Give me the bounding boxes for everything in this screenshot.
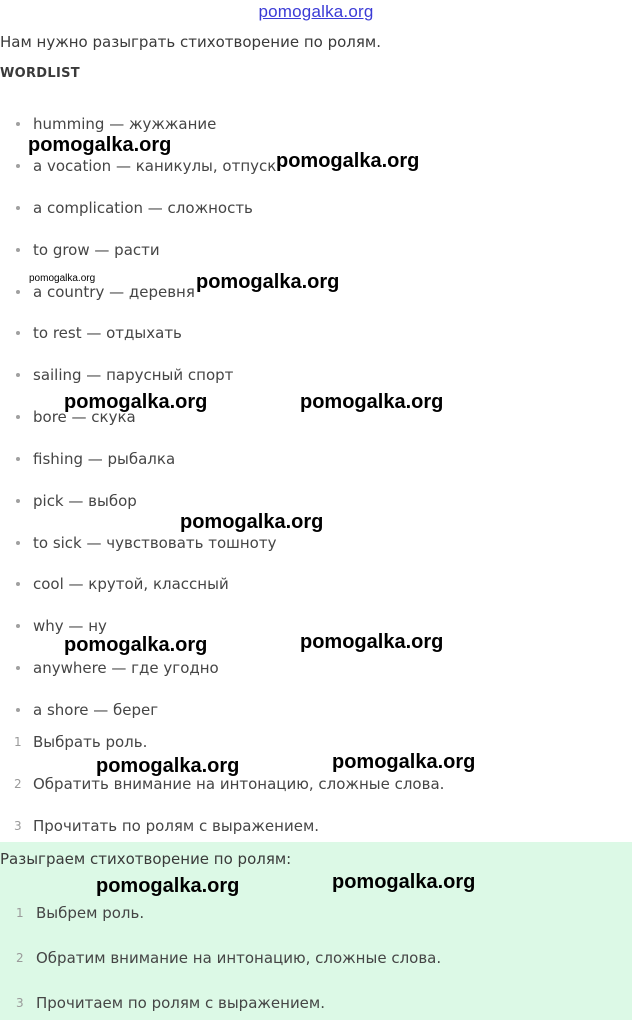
step-text: Прочитать по ролям с выражением.	[33, 817, 320, 835]
step-number: 1	[16, 906, 24, 920]
word-entry: anywhere — где угодно	[33, 659, 219, 677]
bullet-icon	[16, 290, 20, 294]
step-text: Прочитаем по ролям с выражением.	[36, 994, 325, 1012]
word-entry: bore — скука	[33, 408, 136, 426]
answer-box	[0, 842, 632, 1020]
bullet-icon	[16, 666, 20, 670]
bullet-icon	[16, 708, 20, 712]
step-number: 3	[14, 819, 22, 833]
watermark: pomogalka.org	[300, 631, 444, 653]
bullet-icon	[16, 582, 20, 586]
word-entry: to grow — расти	[33, 241, 160, 259]
watermark: pomogalka.org	[276, 150, 420, 172]
bullet-icon	[16, 122, 20, 126]
step-text: Обратим внимание на интонацию, сложные слова.	[36, 949, 442, 967]
step-text: Выбрать роль.	[33, 733, 148, 751]
word-entry: to rest — отдыхать	[33, 324, 182, 342]
watermark: pomogalka.org	[96, 875, 240, 897]
wordlist-heading: WORDLIST	[0, 66, 80, 81]
word-entry: a vocation — каникулы, отпуск	[33, 157, 277, 175]
step-number: 2	[16, 951, 24, 965]
watermark: pomogalka.org	[332, 751, 476, 773]
bullet-icon	[16, 248, 20, 252]
word-entry: humming — жужжание	[33, 115, 217, 133]
bullet-icon	[16, 499, 20, 503]
watermark: pomogalka.org	[29, 273, 96, 284]
word-entry: a complication — сложность	[33, 199, 253, 217]
bullet-icon	[16, 331, 20, 335]
word-entry: to sick — чувствовать тошноту	[33, 534, 277, 552]
bullet-icon	[16, 164, 20, 168]
word-entry: pick — выбор	[33, 492, 137, 510]
site-link[interactable]: pomogalka.org	[258, 2, 374, 21]
bullet-icon	[16, 541, 20, 545]
word-entry: a shore — берег	[33, 701, 159, 719]
answer-title: Разыграем стихотворение по ролям:	[0, 850, 292, 868]
bullet-icon	[16, 457, 20, 461]
watermark: pomogalka.org	[300, 391, 444, 413]
step-text: Выбрем роль.	[36, 904, 145, 922]
word-entry: cool — крутой, классный	[33, 575, 229, 593]
watermark: pomogalka.org	[196, 271, 340, 293]
word-entry: why — ну	[33, 617, 107, 635]
bullet-icon	[16, 373, 20, 377]
bullet-icon	[16, 624, 20, 628]
step-number: 1	[14, 735, 22, 749]
bullet-icon	[16, 206, 20, 210]
step-text: Обратить внимание на интонацию, сложные слова.	[33, 775, 445, 793]
word-entry: a country — деревня	[33, 283, 195, 301]
watermark: pomogalka.org	[64, 634, 208, 656]
watermark: pomogalka.org	[96, 755, 240, 777]
watermark: pomogalka.org	[28, 134, 172, 156]
watermark: pomogalka.org	[64, 391, 208, 413]
bullet-icon	[16, 415, 20, 419]
step-number: 2	[14, 777, 22, 791]
word-entry: fishing — рыбалка	[33, 450, 176, 468]
watermark: pomogalka.org	[332, 871, 476, 893]
watermark: pomogalka.org	[180, 511, 324, 533]
intro-text: Нам нужно разыграть стихотворение по ролям.	[0, 33, 381, 51]
step-number: 3	[16, 996, 24, 1010]
word-entry: sailing — парусный спорт	[33, 366, 234, 384]
